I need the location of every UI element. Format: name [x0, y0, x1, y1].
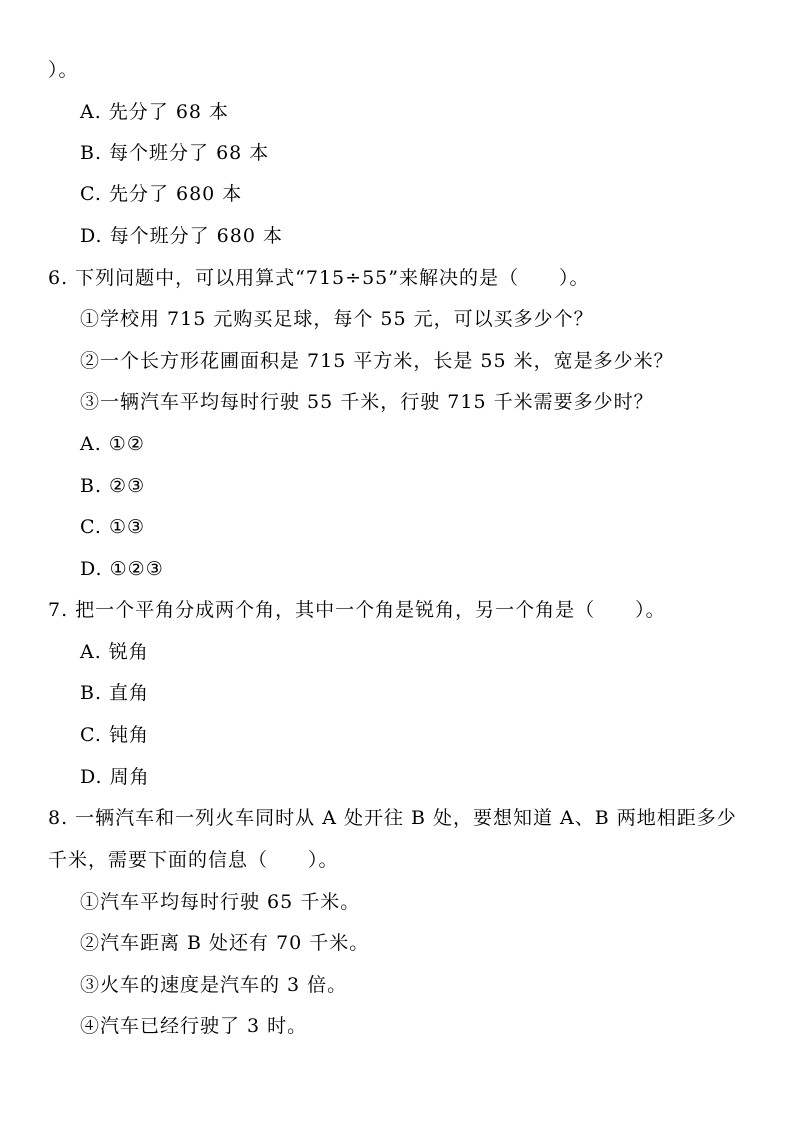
q7-option-b: B. 直角: [80, 682, 150, 704]
q5-tail: ）。: [48, 59, 79, 81]
q7-option-d: D. 周角: [80, 766, 150, 788]
q6-option-b: B. ②③: [80, 475, 146, 497]
q6-option-d: D. ①②③: [80, 558, 164, 580]
q8-item-4: ④汽车已经行驶了 3 时。: [80, 1015, 308, 1037]
q8-stem-line-1: 8. 一辆汽车和一列火车同时从 A 处开往 B 处，要想知道 A、B 两地相距多少: [48, 807, 737, 829]
q6-item-1: ①学校用 715 元购买足球，每个 55 元，可以买多少个？: [80, 308, 594, 330]
q6-stem: 6. 下列问题中，可以用算式“715÷55”来解决的是（ ）。: [48, 267, 590, 289]
q8-item-2: ②汽车距离 B 处还有 70 千米。: [80, 932, 370, 954]
q8-stem-line-2: 千米，需要下面的信息（ ）。: [48, 849, 339, 871]
q8-item-3: ③火车的速度是汽车的 3 倍。: [80, 974, 348, 996]
q5-option-b: B. 每个班分了 68 本: [80, 142, 270, 164]
q6-item-2: ②一个长方形花圃面积是 715 平方米，长是 55 米，宽是多少米？: [80, 350, 674, 372]
q6-item-3: ③一辆汽车平均每时行驶 55 千米，行驶 715 千米需要多少时？: [80, 391, 654, 413]
q5-option-d: D. 每个班分了 680 本: [80, 225, 283, 247]
q5-option-c: C. 先分了 680 本: [80, 183, 243, 205]
q5-option-a: A. 先分了 68 本: [80, 101, 230, 123]
q7-option-c: C. 钝角: [80, 724, 149, 746]
q7-option-a: A. 锐角: [80, 641, 149, 663]
q8-item-1: ①汽车平均每时行驶 65 千米。: [80, 891, 361, 913]
q6-option-a: A. ①②: [80, 433, 145, 455]
q7-stem: 7. 把一个平角分成两个角，其中一个角是锐角，另一个角是（ ）。: [48, 599, 666, 621]
q6-option-c: C. ①③: [80, 516, 146, 538]
